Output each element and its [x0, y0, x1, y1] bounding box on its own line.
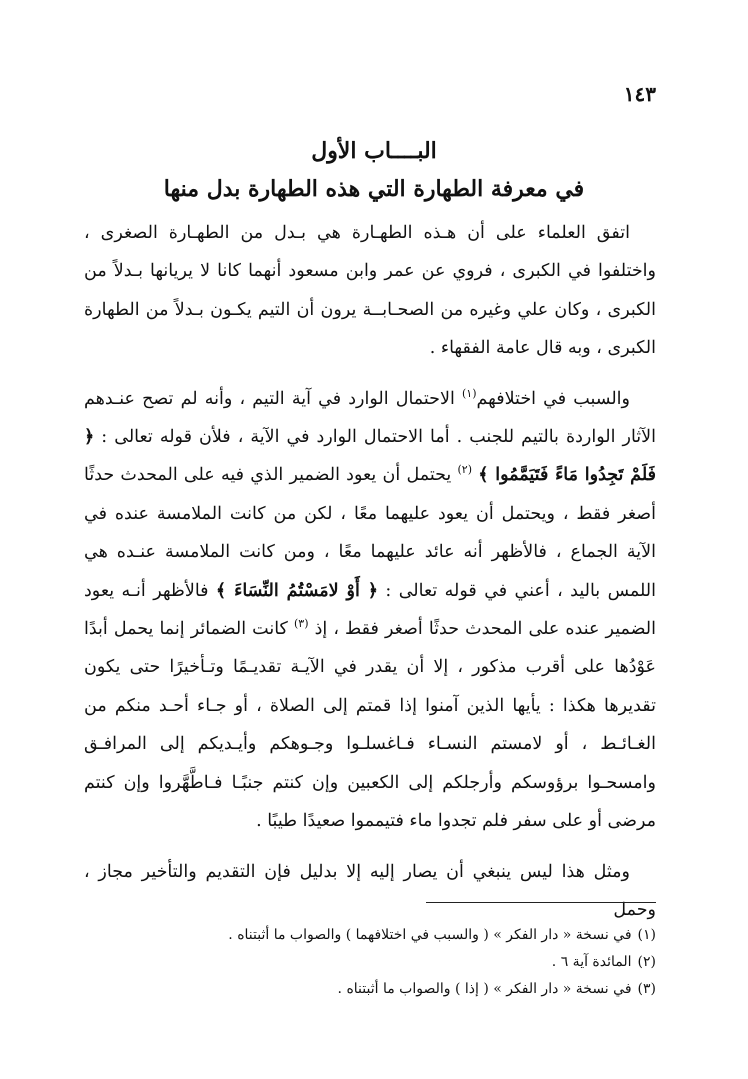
body-text — [84, 214, 656, 929]
p2-text-5: كانت الضمائر إنما يحمل أبدًا عَوْدُها على أقرب مذكور ، إلا أن يقدر في الآيـة تقديـمًا وتـأخيرًا حتى يكون تقديرها هكذا : يأيها الذين آمنوا إذا قمتم إلى الصلاة ، أو جـاء أحـد منكم من الغـائـط ، أو لامستم النسـاء فـاغسلـوا وجـوهكم وأيـديكم إلى المرافـق وامسحـوا برؤوسكم وأرجلكم إلى الكعبين وإن كنتم جنبًـا فـاطَّهَّروا وإن كنتم مرضى أو على سفر فلم تجدوا ماء فتيمموا صعيدًا طيبًا . — [84, 619, 656, 832]
chapter-subtitle: في معرفة الطهارة التي هذه الطهارة بدل منها — [163, 176, 585, 202]
paragraph-2 — [84, 380, 656, 841]
footnote — [84, 949, 656, 976]
footnote-text: في نسخة « دار الفكر » ( والسبب في اختلافهما ) والصواب ما أثبتناه . — [228, 927, 632, 943]
p2-text-4: فالأظهر أنـه يعود الضمير عنده على المحدث حدثًا أصغر فقط ، إذ — [84, 580, 656, 640]
footnote — [84, 976, 656, 1003]
footnote-number: (٢) — [637, 954, 656, 970]
paragraph-3: ومثل هذا ليس ينبغي أن يصار إليه إلا بدليل فإن التقديم والتأخير مجاز ، وحمل — [84, 861, 656, 920]
chapter-heading — [60, 132, 688, 208]
footnotes — [84, 922, 656, 1003]
footnote-number: (٣) — [637, 981, 656, 997]
p2-text-3: يحتمل أن يعود الضمير الذي فيه على المحدث حدثًا أصغر فقط ، ويحتمل أن يعود عليهما معًا ، لكن من كانت الملامسة عنده في الآية الجماع ، فالأظهر أنه عائد عليهما معًا ، ومن كانت الملامسة عنـده هي اللمس باليد ، أعني في قوله تعالى : — [84, 465, 656, 601]
p2-text-1: والسبب في اختلافهم — [476, 388, 630, 409]
quran-quote-2: ﴿ أَوْ لامَسْتُمُ النِّسَاءَ ﴾ — [215, 580, 379, 601]
footnote-ref-2: (٢) — [457, 463, 473, 477]
footnote-text: المائدة آية ٦ . — [551, 954, 632, 970]
footnote-text: في نسخة « دار الفكر » ( إذا ) والصواب ما أثبتناه . — [337, 981, 632, 997]
page-number: ١٤٣ — [623, 82, 656, 106]
footnote — [84, 922, 656, 949]
paragraph-1: اتفق العلماء على أن هـذه الطهـارة هي بـدل من الطهـارة الصغرى ، واختلفوا في الكبرى ، فروي عن عمر وابن مسعود أنهما كانا لا يريانها بـدلاً من الكبرى ، وكان علي وغيره من الصحـابــة يرون أن التيم يكـون بـدلاً من الطهارة الكبرى ، وبه قال عامة الفقهاء . — [84, 223, 656, 359]
chapter-title: البــــاب الأول — [311, 138, 437, 164]
footnote-ref-1: (١) — [462, 386, 477, 400]
p2-text-2: الاحتمال الوارد في آية التيم ، وأنه لم تصح عنـدهم الآثار الواردة بالتيم للجنب . أما الاحتمال الوارد في الآية ، فلأن قوله تعالى : — [84, 388, 656, 448]
footnote-divider — [426, 902, 656, 903]
quran-quote-1: ﴿ فَلَمْ تَجِدُوا مَاءً فَتَيَمَّمُوا ﴾ — [84, 427, 656, 486]
footnote-number: (١) — [637, 927, 656, 943]
footnote-ref-3: (٣) — [293, 617, 309, 631]
